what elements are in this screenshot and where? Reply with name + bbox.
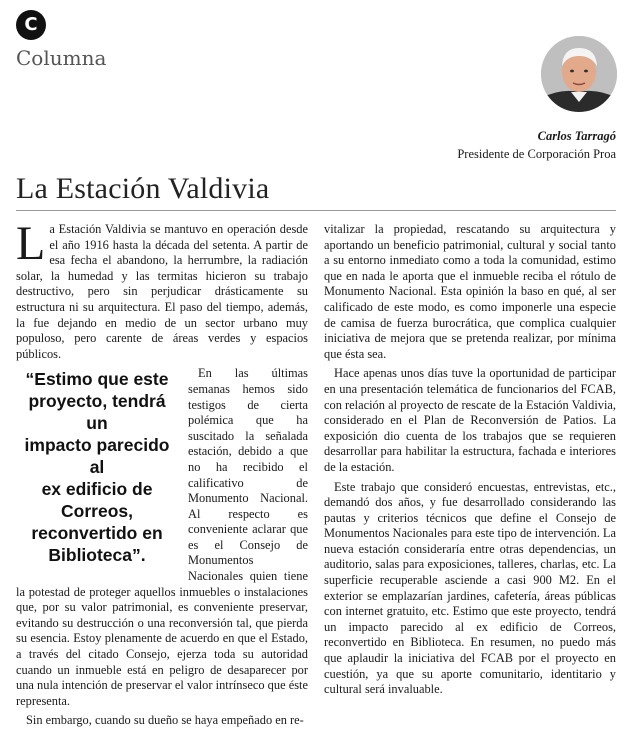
paragraph-1-text: a Estación Valdivia se mantuvo en operación desde el año 1916 hasta la década del setenta. A partir de esa fecha el abandono, la herrumbre, la radiación solar, la humedad y las termitas hicieron su trabajo destructivo, pero sin perjudicar drásticamente su estructura ni su arquitectura. El paso del tiempo, además, la fue dejando en medio de un sector urbano muy populoso, pero carente de áreas verdes y espacios públicos.: [16, 222, 308, 361]
pull-quote-line: Correos,: [61, 501, 133, 522]
article-column-left: [16, 217, 308, 733]
pull-quote: [16, 368, 178, 566]
author-name: Carlos Tarragó: [537, 129, 616, 143]
pull-quote-line: impacto parecido al: [24, 435, 170, 478]
author-portrait-illustration: [541, 36, 617, 112]
paragraph-6: Este trabajo que consideró encuestas, entrevistas, etc., demandó dos años, y fue desarrollado considerando las pautas y criterios técnicos que define el Consejo de Monumentos Nacionales para este tipo de intervención. La nueva estación consideraría entre otras dependencias, un auditorio, salas para exposiciones, talleres, charlas, etc. La superficie recuperable asciende a casi 900 M2. En el exterior se emplazarían jardines, cafetería, áreas públicas con internet gratuito, etc. Estimo que este proyecto, tendrá un impacto parecido al ex edificio de Correos, reconvertido en Biblioteca. En resumen, no puedo más que aplaudir la iniciativa del FCAB por el proyecto en cuestión, ya que su aporte comunitario, identitario y cultural será invaluable.: [324, 479, 616, 697]
author-photo: [541, 36, 617, 112]
drop-cap: L: [16, 217, 46, 270]
pull-quote-line: “Estimo que este: [25, 369, 169, 390]
section-label: Columna: [16, 46, 107, 70]
paragraph-5: Hace apenas unos días tuve la oportunidad de participar en una presentación telemática de funcionarios del FCAB, con relación al proyecto de rescate de la Estación Valdivia, considerado en el Plan de Reconversión de Patios. La exposición dio cuenta de los trabajos que se requieren desarrollar para habilitar la estructura, fachada e interiores de la estación.: [324, 366, 616, 474]
paragraph-3: Sin embargo, cuando su dueño se haya empeñado en re-: [26, 713, 304, 728]
title-divider: [16, 210, 616, 211]
pull-quote-line: reconvertido en: [31, 523, 163, 544]
article-title: La Estación Valdivia: [16, 172, 270, 205]
author-role: Presidente de Corporación Proa: [457, 147, 616, 161]
article-column-right: [324, 222, 616, 702]
byline: [457, 129, 616, 162]
pullquote-wrap: [16, 366, 308, 709]
paragraph-2: En las últimas semanas hemos sido testigos de cierta polémica que ha suscitado la señalada estación, debido a que no ha recibido el calificativo de Monumento Nacional. Al respecto es conveniente aclarar que es el Consejo de Monumentos Nacionales quien tiene la potestad de proteger aquellos inmuebles o instalaciones que, por su valor patrimonial, es conveniente preservar, evitando su destrucción o una reconversión tal, que pierda su esencia. Estoy plenamente de acuerdo en que el Estado, a través del citado Consejo, ejerza toda su autoridad cuando un inmueble está en peligro de desaparecer por una nula intención de preservar el valor intrínseco que éste representa.: [16, 366, 308, 708]
pull-quote-line: ex edificio de: [41, 479, 153, 500]
paragraph-1: [16, 217, 308, 362]
paragraph-4: vitalizar la propiedad, rescatando su arquitectura y aportando un beneficio patrimonial, cultural y social tanto a su entorno inmediato como a toda la comunidad, estimo que en nada le aporta que el inmueble reciba el rótulo de Monumento Nacional. Esta opinión la baso en qué, al ser calificado de este modo, es como imponerle una especie de camisa de fuerza burocrática, que complica cualquier iniciativa de mejora que se pretenda realizar, por mínima que ésta sea.: [324, 222, 616, 361]
pull-quote-line: proyecto, tendrá un: [28, 391, 166, 434]
column-badge: C: [16, 10, 46, 40]
pull-quote-line: Biblioteca”.: [48, 545, 146, 566]
